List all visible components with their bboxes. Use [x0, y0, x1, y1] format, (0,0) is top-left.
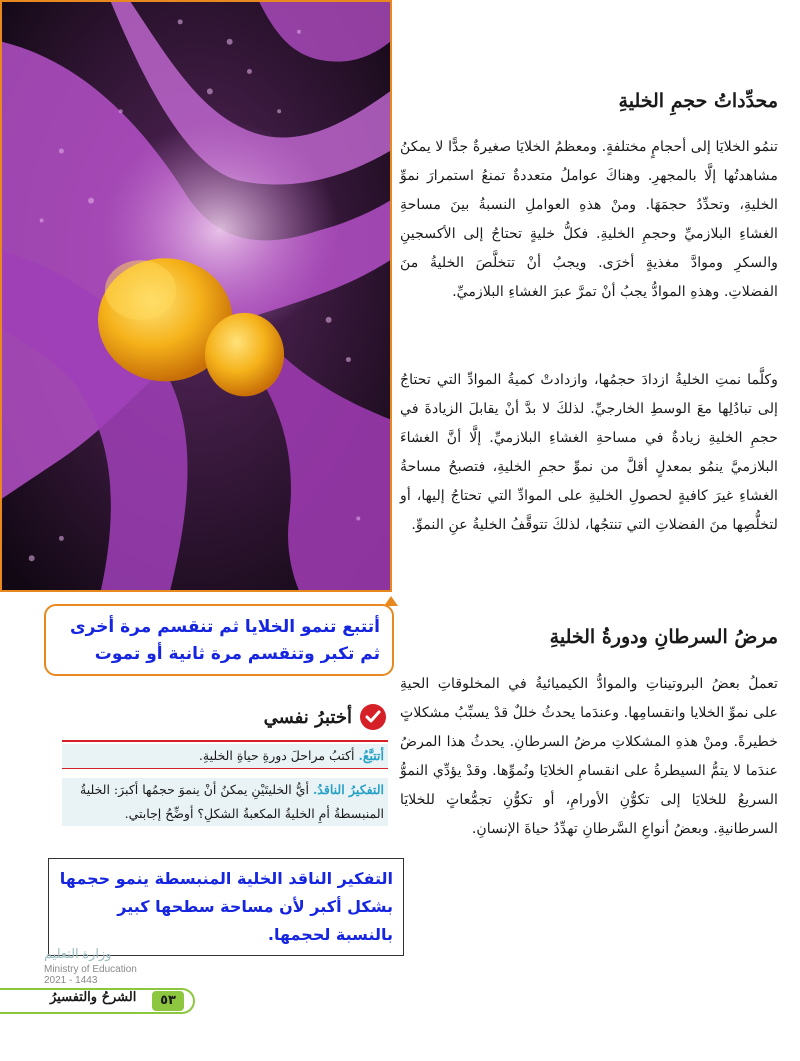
- paragraph-cell-size-2: وكلَّما نمتِ الخليةُ ازدادَ حجمُها، وازدادتْ كميةُ الموادِّ التي تحتاجُ إلى تبادُلِها معَ الوسطِ الخارجيِّ. لذلكَ لا بدَّ أنْ يقابلَ الزيادةَ في حجمِ الخليةِ زيادةٌ في مساحةِ الغشاءِ البلازميِّ. إلَّا أنَّ الغشاءَ البلازميَّ ينمُو بمعدلٍ أقلَّ من نموِّ حجمِ الخليةِ، فتصبحُ مساحةُ الغشاءِ غيرَ كافيةٍ لحصولِ الخليةِ على الموادِّ التي تحتاجُ إليها، أو لتخلُّصِها منَ الفضلاتِ التي تنتجُها، لذلكَ تتوقَّفُ الخليةُ عنِ النموِّ.: [400, 372, 778, 533]
- page-number: ٥٣: [152, 991, 184, 1011]
- micrograph-image: [2, 2, 390, 590]
- annotation-trace-answer: أتتبع تنمو الخلايا ثم تنقسم مرة أخرى ثم تكبر وتنقسم مرة ثانية أو تموت: [44, 604, 394, 676]
- paragraph-cell-size-1: تنمُو الخلايَا إلى أحجامٍ مختلفةٍ. ومعظمُ الخلايَا صغيرةٌ جدًّا لا يمكنُ مشاهدتُها إلَّا بالمجهرِ. وهناكَ عواملُ متعددةٌ تمنعُ استمرارَ نموِّ الخليةِ، وتحدِّدُ حجمَهَا. ومنْ هذهِ العواملِ النسبةُ بينَ مساحةِ الغشاءِ البلازميِّ وحجمِ الخليةِ. فكلُّ خليةٍ تحتاجُ إلى الأكسجينِ والسكرِ وموادَّ مغذيةٍ أخرَى. ويجبُ أنْ تتخلَّصَ الخليةُ منَ الفضلاتِ. وهذهِ الموادُّ يجبُ أنْ تمرَّ عبرَ الغشاءِ البلازميِّ.: [400, 139, 778, 300]
- paragraph-cancer: تعملُ بعضُ البروتيناتِ والموادُّ الكيميائيةُ في المخلوقاتِ الحيةِ على نموِّ الخلايا وانقسامِها. وعندَما يحدثُ خللٌ قدْ يسبِّبُ مشكلاتٍ خطيرةً. ومنْ هذهِ المشكلاتِ مرضُ السرطانِ. يحدثُ هذا المرضُ عندَما لا يتمُّ السيطرةُ على انقسامِ الخلايَا ونُموِّها. وقدْ يؤدِّي النموُّ السريعُ للخلايَا إلى تكوُّنِ الأورامِ، أو تكوُّنِ تجمُّعاتٍ للخلايَا السرطانيةِ. وبعضُ أنواعِ السَّرطانِ تهدِّدُ حياةَ الإنسانِ.: [400, 676, 778, 837]
- annotation-critical-answer: التفكير الناقد الخلية المنبسطة ينمو حجمها بشكل أكبر لأن مساحة سطحها كبير بالنسبة لحجمها.: [48, 858, 404, 956]
- quiz-question-trace-text: أكتبُ مراحلَ دورةِ حياةِ الخليةِ.: [198, 748, 359, 763]
- ministry-name-arabic: وزارة التعليم: [44, 946, 112, 961]
- checkmark-icon: [360, 704, 386, 730]
- footer-section-label: الشرحُ والتفسيرُ: [50, 990, 137, 1005]
- ministry-name-english: Ministry of Education: [44, 964, 137, 975]
- section-heading-cancer: مرضُ السرطانِ ودورةُ الخليةِ: [549, 626, 778, 648]
- edition-year: 2021 - 1443: [44, 975, 98, 986]
- quiz-question-trace-lead: أتتبَّعُ.: [358, 748, 384, 763]
- cancer-cell-micrograph: [0, 0, 392, 592]
- self-check-title-text: أختبرُ نفسي: [263, 706, 352, 728]
- quiz-divider: [62, 740, 388, 742]
- quiz-question-critical-text: أيُّ الخليتَيْنِ يمكنُ أنْ ينموَ حجمُها أكبرَ: الخليةُ المنبسطةُ أمِ الخليةُ المكعبةُ الشكلِ؟ أوضِّحُ إجابتي.: [80, 782, 384, 821]
- quiz-question-critical-lead: التفكيرُ الناقدُ.: [312, 782, 384, 797]
- ministry-logo: [44, 946, 164, 986]
- section-heading-cell-size: محدِّداتُ حجمِ الخليةِ: [618, 90, 778, 112]
- quiz-question-trace: [62, 744, 388, 769]
- quiz-question-critical-thinking: [62, 778, 388, 826]
- self-check-title: [196, 702, 386, 732]
